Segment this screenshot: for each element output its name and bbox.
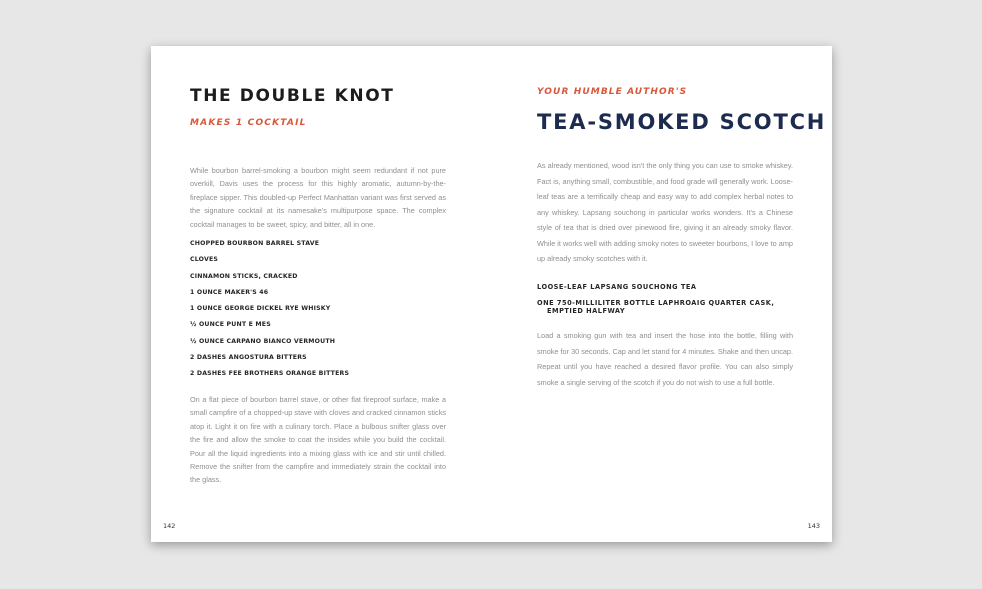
- recipe-title: THE DOUBLE KNOT: [190, 86, 395, 106]
- right-page: [491, 46, 832, 542]
- page-number-right: 143: [807, 522, 820, 530]
- recipe-yield: MAKES 1 COCKTAIL: [190, 118, 307, 128]
- ingredient-item: CHOPPED BOURBON BARREL STAVE: [190, 240, 320, 247]
- book-spread: [151, 46, 832, 542]
- recipe-method: Load a smoking gun with tea and insert the hose into the bottle, filling with smoke for 30 seconds. Cap and let stand for 4 minutes. Shake and then uncap. Repeat until you have reached a desired flavor profile. You can also simply smoke a single serving of the scotch if you do not wish to use a full bottle.: [537, 331, 793, 387]
- recipe-kicker: YOUR HUMBLE AUTHOR'S: [537, 87, 688, 97]
- ingredient-list: [537, 283, 799, 323]
- ingredient-item: 1 OUNCE MAKER'S 46: [190, 288, 269, 296]
- recipe-method: On a flat piece of bourbon barrel stave, or other flat fireproof surface, make a small campfire of a chopped-up stave with cloves and cracked cinnamon sticks atop it. Light it on fire with a culinary torch. Place a bulbous snifter glass over the fire and allow the smoke to coat the insides while you build the cocktail. Pour all the liquid ingredients into a mixing glass with ice and stir until chilled. Remove the snifter from the campfire and immediately strain the cocktail into the glass.: [190, 395, 446, 485]
- ingredient-item: 1 OUNCE GEORGE DICKEL RYE WHISKY: [190, 305, 331, 313]
- ingredient-item: 2 DASHES ANGOSTURA BITTERS: [190, 354, 307, 362]
- ingredient-item: ONE 750-MILLILITER BOTTLE LAPHROAIG QUARTER CASK, EMPTIED HALFWAY: [537, 299, 775, 315]
- ingredient-list: [190, 239, 349, 386]
- ingredient-item: 2 DASHES FEE BROTHERS ORANGE BITTERS: [190, 370, 350, 378]
- recipe-title: TEA-SMOKED SCOTCH: [537, 110, 827, 134]
- page-number-left: 142: [163, 522, 176, 530]
- ingredient-item: LOOSE-LEAF LAPSANG SOUCHONG TEA: [537, 283, 697, 291]
- ingredient-item: CINNAMON STICKS, CRACKED: [190, 272, 298, 280]
- recipe-intro: While bourbon barrel-smoking a bourbon might seem redundant if not pure overkill, Davis uses the process for this highly aromatic, autumn-by-the-fireplace sipper. This doubled-up Perfect Manhattan variant was first served as the signature cocktail at its namesake's multipurpose space. The complex cocktail manages to be sweet, spicy, and bitter, all in one.: [190, 166, 446, 229]
- ingredient-item: CLOVES: [190, 256, 219, 264]
- recipe-intro: As already mentioned, wood isn't the only thing you can use to smoke whiskey. Fact is, anything small, combustible, and food grade will generally work. Loose-leaf teas are a terrifically cheap and easy way to add complex herbal notes to any whiskey. Lapsang souchong in particular works wonders. It's a Chinese style of tea that is dried over pinewood fire, giving it an already smoky flavor. While it works well with adding smoky notes to sweeter bourbons, I love to amp up already smoky scotches with it.: [537, 161, 793, 263]
- ingredient-item: ½ OUNCE CARPANO BIANCO VERMOUTH: [190, 337, 336, 345]
- ingredient-item: ½ OUNCE PUNT E MES: [190, 321, 271, 329]
- left-page: [151, 46, 491, 542]
